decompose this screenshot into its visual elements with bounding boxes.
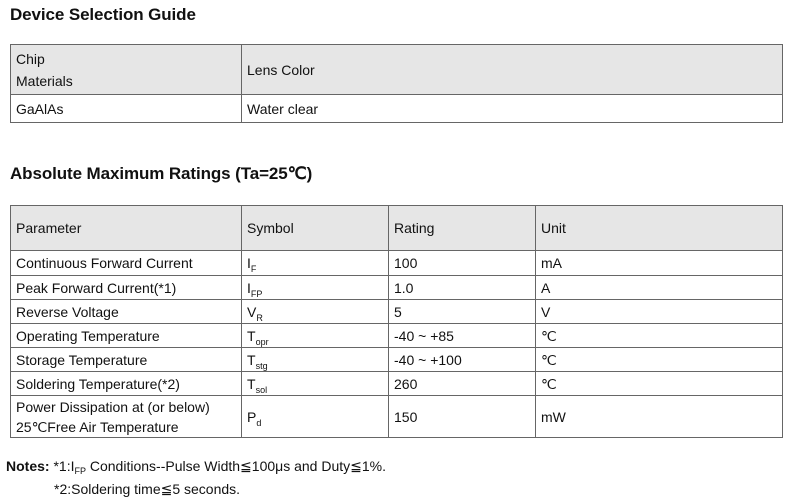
cell-symbol [242,300,389,324]
absolute-max-ratings-table [10,205,783,438]
symbol-main: I [247,279,251,296]
symbol-sub: F [250,264,257,274]
table-row [11,300,783,324]
cell-unit: ℃ [536,348,783,372]
cell-parameter [11,396,242,438]
absolute-max-ratings-title: Absolute Maximum Ratings (Ta=25℃) [10,164,313,183]
cell-rating: 150 [389,396,536,438]
note-1-rest: Conditions--Pulse Width≦100μs and Duty≦1%. [85,458,386,474]
table-row [11,396,783,438]
symbol-main: P [247,408,257,425]
symbol-main: V [247,303,257,320]
parameter-line1: Power Dissipation at (or below) [16,398,210,415]
cell-rating: 260 [389,372,536,396]
cell-rating: -40 ~ +100 [389,348,536,372]
cell-parameter: Reverse Voltage [11,300,242,324]
cell-lens-color: Water clear [242,95,783,123]
header-chip-line1: Chip [16,50,45,67]
cell-symbol [242,251,389,276]
symbol-sub: R [256,312,263,323]
note-1 [6,457,386,480]
cell-unit: A [536,276,783,300]
device-selection-table [10,44,783,123]
table-row [11,348,783,372]
cell-unit: mA [536,251,783,276]
table-header-row [11,206,783,251]
note-1-prefix: *1:I [53,458,75,474]
cell-symbol [242,396,389,438]
cell-unit: mW [536,396,783,438]
symbol-main: T [247,351,256,368]
cell-rating: 100 [389,251,536,276]
cell-parameter: Soldering Temperature(*2) [11,372,242,396]
cell-rating: 5 [389,300,536,324]
table-row [11,372,783,396]
header-chip-materials [11,45,242,95]
table-row [11,251,783,276]
symbol-sub: d [256,417,262,428]
symbol-main: T [247,327,256,344]
cell-symbol [242,276,389,300]
cell-parameter: Continuous Forward Current [11,251,242,276]
cell-unit: ℃ [536,324,783,348]
header-symbol: Symbol [242,206,389,251]
cell-rating: -40 ~ +85 [389,324,536,348]
cell-parameter: Storage Temperature [11,348,242,372]
header-rating: Rating [389,206,536,251]
symbol-sub: opr [255,336,269,347]
header-unit: Unit [536,206,783,251]
symbol-sub: stg [255,360,268,371]
device-selection-title: Device Selection Guide [10,5,196,24]
symbol-sub: FP [250,288,263,299]
note-2: *2:Soldering time≦5 seconds. [54,481,241,497]
cell-symbol [242,324,389,348]
notes-label: Notes: [6,458,50,474]
header-parameter: Parameter [11,206,242,251]
header-lens-color: Lens Color [242,45,783,95]
symbol-main: I [247,255,251,271]
notes [6,457,386,498]
parameter-line2: 25℃Free Air Temperature [16,418,179,435]
cell-symbol [242,348,389,372]
cell-parameter: Peak Forward Current(*1) [11,276,242,300]
cell-parameter: Operating Temperature [11,324,242,348]
table-row [11,276,783,300]
cell-rating: 1.0 [389,276,536,300]
table-header-row [11,45,783,95]
cell-unit: ℃ [536,372,783,396]
table-row [11,324,783,348]
table-row [11,95,783,123]
cell-symbol [242,372,389,396]
cell-unit: V [536,300,783,324]
header-chip-line2: Materials [16,72,73,89]
note-1-sub: FP [74,466,86,476]
cell-chip-material: GaAlAs [11,95,242,123]
symbol-main: T [247,375,256,392]
symbol-sub: sol [255,384,268,395]
